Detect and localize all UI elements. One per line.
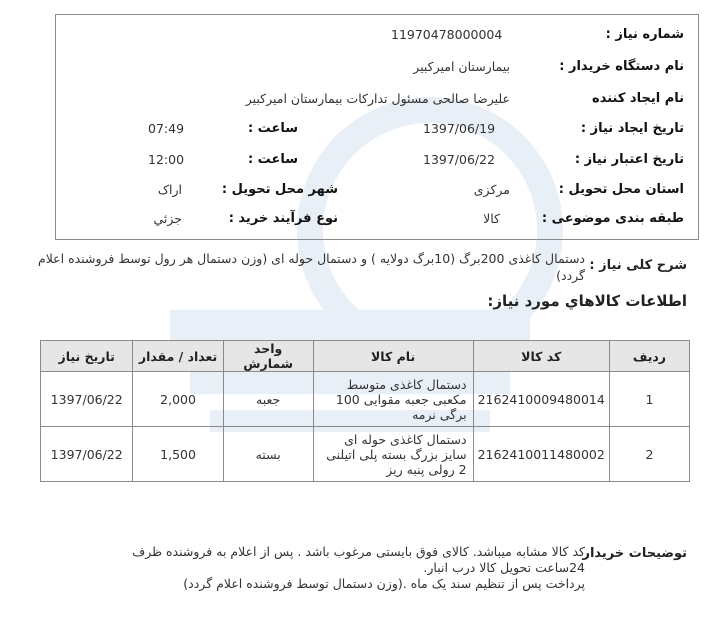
valid-date: 1397/06/22 [423,152,496,167]
province-label: استان محل تحویل : [558,182,684,197]
item-name: دستمال کاغذی متوسط مکعبی جعبه مقوایی 100 برگی نرمه [313,372,473,427]
valid-date-label: تاریخ اعتبار نیاز : [574,152,684,167]
province: مرکزی [473,182,510,197]
need-number-label: شماره نیاز : [605,27,684,42]
buyer-notes-label: توضیحات خریدار [582,546,687,561]
table-row [41,372,690,427]
item-name: دستمال کاغذی حوله ای سایز بزرگ بسته پلی اتیلنی 2 رولی پنبه ریز [313,427,473,482]
category-label: طبقه بندی موضوعی : [541,211,684,226]
item-code: 2162410009480014 [473,372,609,427]
buyer-note-line: پرداخت پس از تنظیم سند یک ماه .(وزن دستمال توسط فروشنده اعلام گردد) [183,576,585,591]
col-qty-header: تعداد / مقدار [133,341,223,372]
created-date: 1397/06/19 [423,121,496,136]
col-date-header: تاریخ نیاز [41,341,133,372]
process-label: نوع فرآیند خرید : [228,211,338,226]
item-date: 1397/06/22 [41,372,133,427]
created-date-label: تاریخ ایجاد نیاز : [580,121,684,136]
created-time: 07:49 [148,121,185,136]
category: کالا [483,211,500,226]
item-unit: بسته [223,427,313,482]
summary-text: دستمال کاغذی 200برگ (10برگ دولایه ) و دستمال حوله ای (وزن دستمال هر رول توسط فروشنده اعلام گردد) [37,251,585,283]
table-row [41,427,690,482]
item-date: 1397/06/22 [41,427,133,482]
need-info-box [55,14,699,240]
valid-time: 12:00 [148,152,185,167]
valid-time-label: ساعت : [247,152,298,167]
item-code: 2162410011480002 [473,427,609,482]
buyer-org: بیمارستان امیرکبیر [413,59,510,74]
item-qty: 2,000 [133,372,223,427]
city-label: شهر محل تحویل : [221,182,338,197]
summary-label: شرح کلی نیاز : [589,258,687,273]
creator-label: نام ایجاد کننده [592,91,684,106]
city: اراک [157,182,182,197]
items-section-title: اطلاعات كالاهاي مورد نياز: [487,292,687,310]
table-header-row [41,341,690,372]
need-number: 11970478000004 [391,27,503,42]
items-table [40,340,690,482]
buyer-note-line: کد کالا مشابه میباشد. کالای فوق بایستی مرغوب باشد . پس از اعلام به فروشنده ظرف [132,544,585,559]
col-code-header: کد کالا [473,341,609,372]
item-qty: 1,500 [133,427,223,482]
row-number: 1 [609,372,689,427]
buyer-note-line: 24ساعت تحویل کالا درب انبار. [423,560,585,575]
buyer-notes [25,544,585,592]
creator: علیرضا صالحی مسئول تداركات بیمارستان امیركبیر [245,91,510,106]
row-number: 2 [609,427,689,482]
created-time-label: ساعت : [247,121,298,136]
process: جزئي [153,211,182,226]
item-unit: جعبه [223,372,313,427]
col-name-header: نام کالا [313,341,473,372]
col-unit-header: واحد شمارش [223,341,313,372]
col-row-header: ردیف [609,341,689,372]
buyer-org-label: نام دستگاه خریدار : [559,59,684,74]
